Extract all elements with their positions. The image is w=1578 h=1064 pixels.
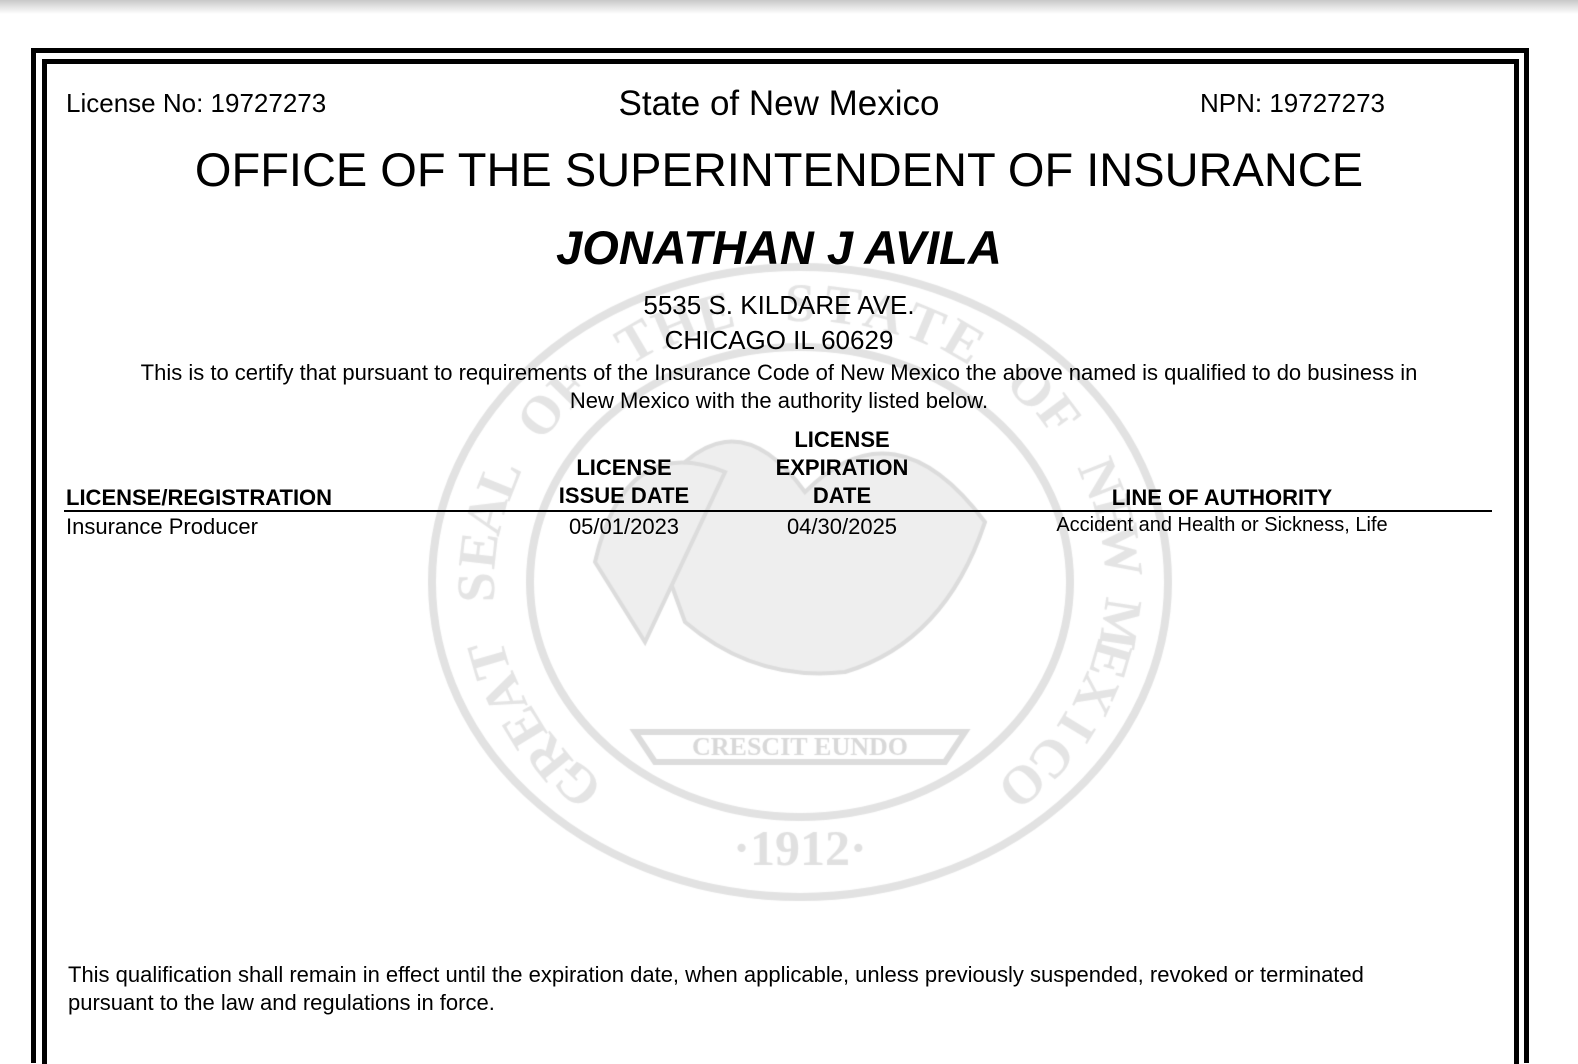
header-expiration-line-3: DATE xyxy=(812,483,872,508)
table-header-rule xyxy=(64,510,1492,512)
footer-line-1: This qualification shall remain in effect until the expiration date, when applicable, unless previously suspended, revoked or terminated xyxy=(68,962,1364,987)
certification-line-2: New Mexico with the authority listed below. xyxy=(569,388,989,413)
certification-line-1: This is to certify that pursuant to requirements of the Insurance Code of New Mexico the above named is qualified to do business in xyxy=(140,360,1418,385)
npn-number: NPN: 19727273 xyxy=(1200,88,1386,118)
header-line-of-authority: LINE OF AUTHORITY xyxy=(1111,485,1333,510)
address-line-1: 5535 S. KILDARE AVE. xyxy=(643,290,915,320)
header-issue-line-1: LICENSE xyxy=(576,455,672,480)
licensee-name: JONATHAN J AVILA xyxy=(556,221,1002,274)
viewer-top-shadow xyxy=(0,0,1578,14)
office-title: OFFICE OF THE SUPERINTENDENT OF INSURANCE xyxy=(194,143,1364,196)
header-issue-line-2: ISSUE DATE xyxy=(558,483,690,508)
header-expiration-line-1: LICENSE xyxy=(794,427,890,452)
cell-license: Insurance Producer xyxy=(66,514,258,539)
cell-expiration-date: 04/30/2025 xyxy=(786,514,898,539)
license-number: License No: 19727273 xyxy=(66,88,327,118)
footer-line-2: pursuant to the law and regulations in force. xyxy=(68,990,495,1015)
header-expiration-date xyxy=(742,426,942,510)
header-issue-date xyxy=(524,454,724,510)
state-name: State of New Mexico xyxy=(618,84,940,123)
cell-line-of-authority: Accident and Health or Sickness, Life xyxy=(1056,514,1388,536)
cell-issue-date: 05/01/2023 xyxy=(568,514,680,539)
header-license-registration: LICENSE/REGISTRATION xyxy=(66,485,333,510)
state-seal-watermark xyxy=(425,262,1175,902)
header-expiration-line-2: EXPIRATION xyxy=(775,455,909,480)
address-line-2: CHICAGO IL 60629 xyxy=(664,325,894,355)
